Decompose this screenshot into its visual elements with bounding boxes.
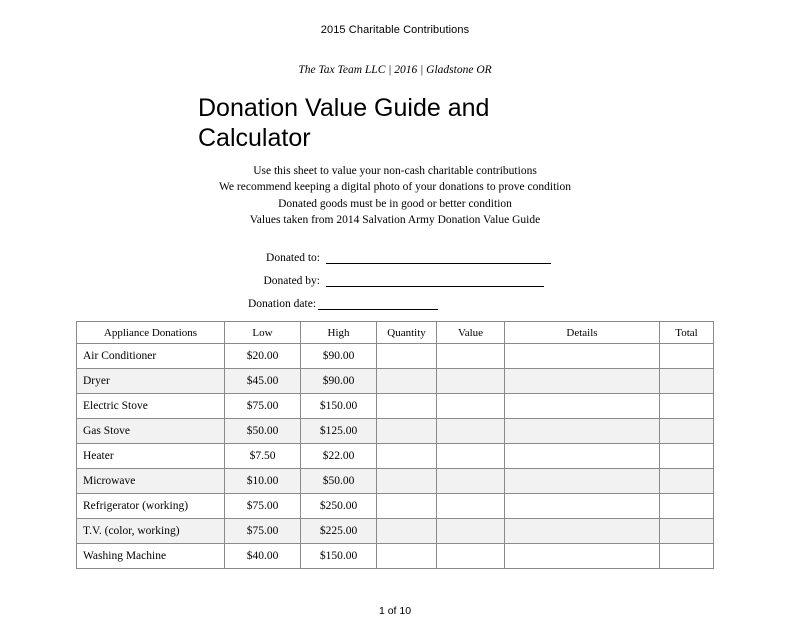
donated-to-input[interactable] (326, 250, 551, 264)
donated-to-label: Donated to: (266, 252, 320, 265)
cell-high: $150.00 (301, 544, 377, 569)
cell-details[interactable] (505, 344, 660, 369)
cell-quantity[interactable] (377, 519, 437, 544)
donated-by-label: Donated by: (263, 275, 320, 288)
cell-details[interactable] (505, 519, 660, 544)
donation-value-table (76, 321, 714, 569)
cell-total[interactable] (660, 419, 714, 444)
cell-high: $90.00 (301, 344, 377, 369)
cell-total[interactable] (660, 544, 714, 569)
table-row (77, 519, 714, 544)
field-row-donation-date (0, 296, 790, 310)
cell-item: Gas Stove (77, 419, 225, 444)
title-block (0, 94, 790, 153)
cell-total[interactable] (660, 444, 714, 469)
table-row (77, 344, 714, 369)
field-row-donated-to (0, 250, 790, 264)
table-row (77, 419, 714, 444)
cell-low: $75.00 (225, 394, 301, 419)
cell-quantity[interactable] (377, 469, 437, 494)
cell-low: $45.00 (225, 369, 301, 394)
cell-value[interactable] (437, 394, 505, 419)
cell-high: $125.00 (301, 419, 377, 444)
form-fields (0, 250, 790, 310)
cell-value[interactable] (437, 344, 505, 369)
table-row (77, 369, 714, 394)
subtitle-block (0, 163, 790, 228)
cell-item: T.V. (color, working) (77, 519, 225, 544)
cell-low: $40.00 (225, 544, 301, 569)
cell-low: $75.00 (225, 519, 301, 544)
cell-item: Electric Stove (77, 394, 225, 419)
column-header-appliance: Appliance Donations (77, 322, 225, 344)
cell-low: $75.00 (225, 494, 301, 519)
table-row (77, 494, 714, 519)
cell-item: Heater (77, 444, 225, 469)
donation-date-input[interactable] (318, 296, 438, 310)
cell-quantity[interactable] (377, 494, 437, 519)
cell-total[interactable] (660, 519, 714, 544)
cell-high: $22.00 (301, 444, 377, 469)
page-title: Donation Value Guide and Calculator (198, 94, 490, 152)
cell-value[interactable] (437, 469, 505, 494)
cell-details[interactable] (505, 419, 660, 444)
cell-value[interactable] (437, 494, 505, 519)
company-line: The Tax Team LLC | 2016 | Gladstone OR (298, 64, 492, 76)
cell-total[interactable] (660, 344, 714, 369)
cell-total[interactable] (660, 369, 714, 394)
cell-low: $10.00 (225, 469, 301, 494)
cell-high: $225.00 (301, 519, 377, 544)
subtitle-line-4: Values taken from 2014 Salvation Army Donation Value Guide (249, 213, 541, 226)
cell-details[interactable] (505, 444, 660, 469)
cell-high: $150.00 (301, 394, 377, 419)
document-page (0, 24, 790, 635)
subtitle-line-2: We recommend keeping a digital photo of your donations to prove condition (219, 181, 571, 194)
cell-details[interactable] (505, 394, 660, 419)
cell-item: Washing Machine (77, 544, 225, 569)
table-row (77, 544, 714, 569)
cell-value[interactable] (437, 419, 505, 444)
cell-total[interactable] (660, 469, 714, 494)
cell-quantity[interactable] (377, 369, 437, 394)
cell-value[interactable] (437, 369, 505, 394)
cell-details[interactable] (505, 369, 660, 394)
cell-high: $50.00 (301, 469, 377, 494)
cell-details[interactable] (505, 469, 660, 494)
cell-low: $50.00 (225, 419, 301, 444)
cell-item: Dryer (77, 369, 225, 394)
cell-item: Microwave (77, 469, 225, 494)
column-header-value: Value (437, 322, 505, 344)
cell-quantity[interactable] (377, 344, 437, 369)
table-row (77, 394, 714, 419)
donated-by-input[interactable] (326, 273, 544, 287)
cell-high: $90.00 (301, 369, 377, 394)
cell-quantity[interactable] (377, 419, 437, 444)
column-header-details: Details (505, 322, 660, 344)
cell-quantity[interactable] (377, 394, 437, 419)
cell-total[interactable] (660, 394, 714, 419)
cell-item: Air Conditioner (77, 344, 225, 369)
column-header-quantity: Quantity (377, 322, 437, 344)
cell-details[interactable] (505, 544, 660, 569)
donation-date-label: Donation date: (248, 298, 317, 311)
cell-value[interactable] (437, 519, 505, 544)
cell-value[interactable] (437, 544, 505, 569)
cell-low: $20.00 (225, 344, 301, 369)
cell-high: $250.00 (301, 494, 377, 519)
cell-quantity[interactable] (377, 444, 437, 469)
cell-item: Refrigerator (working) (77, 494, 225, 519)
table-row (77, 444, 714, 469)
cell-quantity[interactable] (377, 544, 437, 569)
table-row (77, 469, 714, 494)
column-header-total: Total (660, 322, 714, 344)
field-row-donated-by (0, 273, 790, 287)
running-head: 2015 Charitable Contributions (320, 24, 470, 36)
subtitle-line-3: Donated goods must be in good or better condition (278, 197, 512, 210)
cell-total[interactable] (660, 494, 714, 519)
cell-value[interactable] (437, 444, 505, 469)
subtitle-line-1: Use this sheet to value your non-cash charitable contributions (253, 165, 537, 177)
column-header-low: Low (225, 322, 301, 344)
page-footer: 1 of 10 (378, 605, 412, 617)
column-header-high: High (301, 322, 377, 344)
cell-details[interactable] (505, 494, 660, 519)
table-header-row (77, 322, 714, 344)
cell-low: $7.50 (225, 444, 301, 469)
